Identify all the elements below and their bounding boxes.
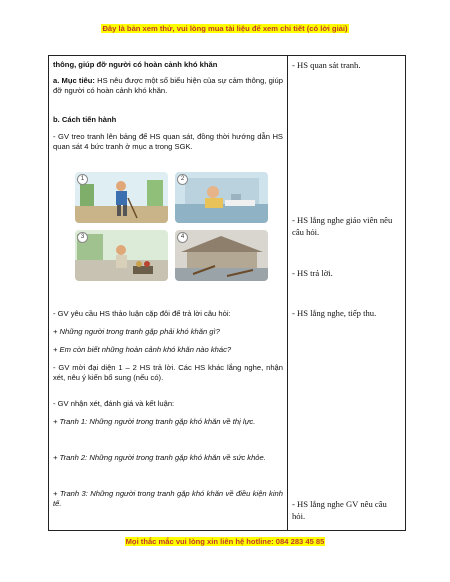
question-2: + Em còn biết những hoàn cảnh khó khăn nào khác? (53, 345, 232, 354)
step-answer: - GV mời đại diện 1 – 2 HS trả lời. Các HS khác lắng nghe, nhận xét, nêu ý kiến bổ sung (nếu có). (53, 363, 283, 382)
man-with-cane-illustration (75, 172, 168, 223)
student-activity-cell (288, 56, 406, 531)
conclusion-3: + Tranh 3: Những người trong tranh gặp khó khăn về điều kiện kinh tế. (53, 489, 283, 508)
lesson-table (48, 55, 406, 531)
preview-banner: Đây là bản xem thử, vui lòng mua tài liệu để xem chi tiết (có lời giải) (102, 24, 348, 33)
teacher-activity-cell (49, 56, 288, 531)
step-observe: - GV treo tranh lên bảng để HS quan sát, đồng thời hướng dẫn HS quan sát 4 bức tranh ở mục a trong SGK. (53, 132, 283, 151)
street-vendor-child-illustration (75, 230, 168, 281)
storm-damaged-house-illustration (175, 230, 268, 281)
step-discuss: - GV yêu cầu HS thảo luận cặp đôi để trả lời câu hỏi: (53, 309, 231, 318)
student-listen-absorb: - HS lắng nghe, tiếp thu. (292, 308, 377, 318)
picture-number: 2 (177, 174, 188, 185)
goal-text: HS nêu được một số biểu hiện của sự cảm thông, giúp đỡ người có hoàn cảnh khó khăn. (53, 76, 283, 95)
goal-label: a. Mục tiêu: (53, 76, 95, 85)
picture-number: 4 (177, 232, 188, 243)
section-heading: thông, giúp đỡ người có hoàn cảnh khó khăn (53, 60, 218, 69)
hotline-banner: Mọi thắc mắc vui lòng xin liên hệ hotline: 084 283 45 85 (125, 537, 325, 546)
goal-paragraph (53, 76, 283, 96)
picture-number: 3 (77, 232, 88, 243)
step-conclude: - GV nhận xét, đánh giá và kết luận: (53, 399, 175, 408)
picture-number: 1 (77, 174, 88, 185)
picture-grid (75, 172, 271, 282)
question-1: + Những người trong tranh gặp phải khó khăn gì? (53, 327, 220, 336)
student-listen-question: - HS lắng nghe giáo viên nêu câu hỏi. (292, 215, 393, 237)
conclusion-1: + Tranh 1: Những người trong tranh gặp khó khăn về thị lực. (53, 417, 256, 426)
method-heading: b. Cách tiến hành (53, 115, 117, 124)
student-answer: - HS trả lời. (292, 268, 333, 278)
flooded-house-illustration (175, 172, 268, 223)
student-observe: - HS quan sát tranh. (292, 60, 361, 70)
conclusion-2: + Tranh 2: Những người trong tranh gặp khó khăn về sức khỏe. (53, 453, 266, 462)
student-listen-gv: - HS lắng nghe GV nêu câu hỏi. (292, 499, 387, 521)
